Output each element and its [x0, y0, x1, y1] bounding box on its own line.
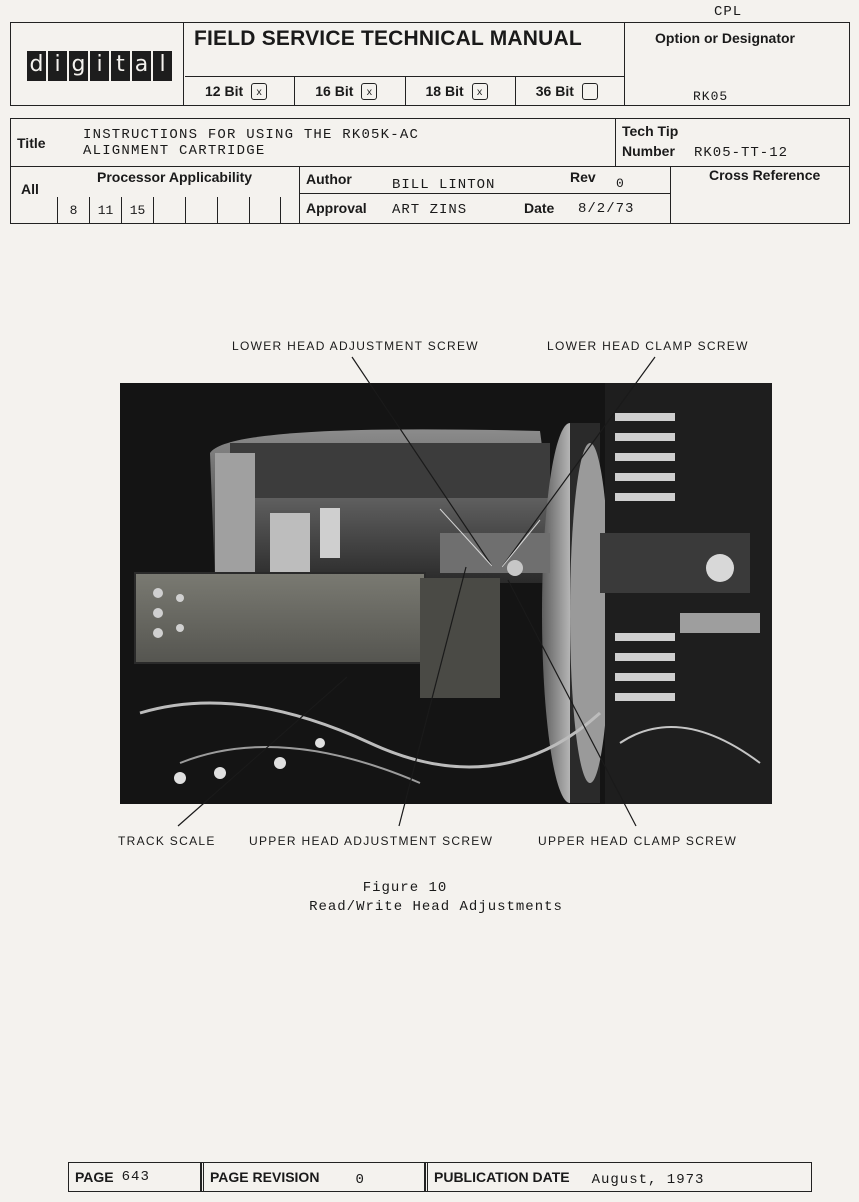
- bit-option-18: 18 Bit x: [406, 77, 516, 105]
- approval-label: Approval: [306, 200, 367, 216]
- bit-option-12: 12 Bit x: [185, 77, 295, 105]
- number-label: Number: [622, 143, 675, 159]
- author-label: Author: [306, 171, 352, 187]
- digital-logo: d i g i t a l: [27, 51, 172, 81]
- processor-cell: 11: [89, 197, 121, 224]
- page-footer: [68, 1162, 812, 1192]
- processor-cell: 8: [57, 197, 89, 224]
- checkbox-16-bit: x: [361, 83, 377, 100]
- page-revision-label: PAGE REVISION: [210, 1169, 320, 1185]
- option-value: RK05: [693, 89, 729, 104]
- callout-lower-head-adjustment: LOWER HEAD ADJUSTMENT SCREW: [232, 339, 479, 353]
- footer-pubdate-cell: [425, 1163, 811, 1191]
- footer-page-cell: [69, 1163, 201, 1191]
- footer-revision-cell: [201, 1163, 425, 1191]
- corner-code: CPL: [714, 4, 743, 20]
- page-revision-value: 0: [355, 1172, 365, 1188]
- bit-option-16: 16 Bit x: [295, 77, 405, 105]
- page-number: 643: [121, 1169, 150, 1185]
- rev-label: Rev: [570, 169, 596, 185]
- page-label: PAGE: [75, 1169, 114, 1185]
- all-label: All: [21, 181, 39, 197]
- approval-value: ART ZINS: [392, 202, 468, 218]
- tech-tip-label: Tech Tip: [622, 123, 679, 139]
- document-title: INSTRUCTIONS FOR USING THE RK05K-AC ALIGNMENT CARTRIDGE: [83, 127, 420, 159]
- callout-track-scale: TRACK SCALE: [118, 834, 216, 848]
- author-value: BILL LINTON: [392, 177, 496, 193]
- processor-applicability-label: Processor Applicability: [97, 169, 253, 185]
- leader-track-scale: [178, 677, 347, 826]
- callout-upper-head-clamp: UPPER HEAD CLAMP SCREW: [538, 834, 738, 848]
- publication-date-value: August, 1973: [591, 1172, 705, 1188]
- processor-cell: 15: [121, 197, 153, 224]
- rev-value: 0: [616, 176, 624, 191]
- title-label: Title: [17, 135, 46, 151]
- leader-upper-head-adjustment: [399, 567, 466, 826]
- date-value: 8/2/73: [578, 201, 635, 217]
- figure-title: Read/Write Head Adjustments: [309, 899, 563, 915]
- checkbox-18-bit: x: [472, 83, 488, 100]
- cross-reference-label: Cross Reference: [709, 167, 821, 183]
- callout-lower-head-clamp: LOWER HEAD CLAMP SCREW: [547, 339, 749, 353]
- leader-lower-head-adjustment: [352, 357, 492, 566]
- callout-upper-head-adjustment: UPPER HEAD ADJUSTMENT SCREW: [249, 834, 494, 848]
- tech-tip-number: RK05-TT-12: [694, 145, 789, 161]
- leader-lower-head-clamp: [502, 357, 655, 567]
- checkbox-12-bit: x: [251, 83, 267, 100]
- date-label: Date: [524, 200, 555, 216]
- manual-title: FIELD SERVICE TECHNICAL MANUAL: [194, 27, 582, 50]
- publication-date-label: PUBLICATION DATE: [434, 1169, 570, 1185]
- option-label: Option or Designator: [655, 30, 795, 46]
- leader-upper-head-clamp: [508, 580, 636, 826]
- figure-number: Figure 10: [362, 880, 448, 896]
- bit-option-36: 36 Bit: [516, 77, 625, 105]
